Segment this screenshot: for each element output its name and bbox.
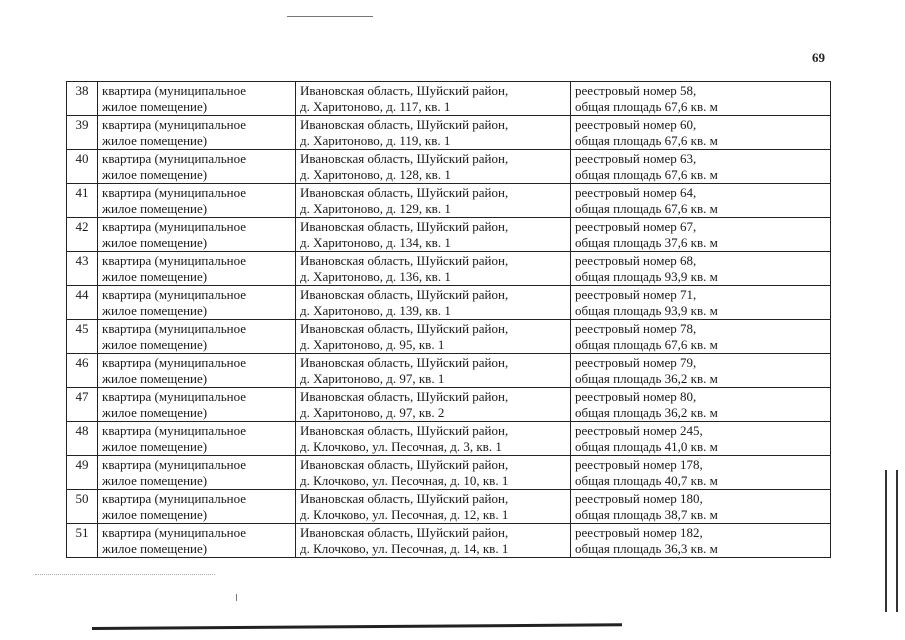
row-number: 46 <box>67 354 98 388</box>
object-type-line-2: жилое помещение) <box>102 99 208 114</box>
object-address <box>296 82 571 116</box>
address-line-1: Ивановская область, Шуйский район, <box>300 253 509 268</box>
object-type-line-2: жилое помещение) <box>102 201 208 216</box>
row-number: 38 <box>67 82 98 116</box>
row-number: 43 <box>67 252 98 286</box>
object-details <box>571 82 831 116</box>
object-type <box>98 82 296 116</box>
address-line-2: д. Харитоново, д. 95, кв. 1 <box>300 337 445 352</box>
total-area: общая площадь 67,6 кв. м <box>575 337 718 352</box>
object-type-line-2: жилое помещение) <box>102 541 208 556</box>
row-number: 44 <box>67 286 98 320</box>
object-type-line-2: жилое помещение) <box>102 269 208 284</box>
registry-number: реестровый номер 60, <box>575 117 697 132</box>
total-area: общая площадь 36,2 кв. м <box>575 405 718 420</box>
total-area: общая площадь 67,6 кв. м <box>575 201 718 216</box>
address-line-1: Ивановская область, Шуйский район, <box>300 185 509 200</box>
object-type-line-2: жилое помещение) <box>102 405 208 420</box>
table-row <box>67 354 831 388</box>
object-type <box>98 184 296 218</box>
address-line-2: д. Харитоново, д. 134, кв. 1 <box>300 235 451 250</box>
object-type-line-1: квартира (муниципальное <box>102 389 247 404</box>
registry-number: реестровый номер 71, <box>575 287 697 302</box>
object-details <box>571 252 831 286</box>
object-type-line-2: жилое помещение) <box>102 337 208 352</box>
object-type <box>98 524 296 558</box>
row-number: 42 <box>67 218 98 252</box>
object-details <box>571 490 831 524</box>
object-type-line-1: квартира (муниципальное <box>102 151 247 166</box>
total-area: общая площадь 67,6 кв. м <box>575 133 718 148</box>
object-type <box>98 320 296 354</box>
scan-edge-bar-right <box>896 470 898 612</box>
registry-number: реестровый номер 63, <box>575 151 697 166</box>
object-type <box>98 116 296 150</box>
object-details <box>571 184 831 218</box>
object-type-line-1: квартира (муниципальное <box>102 423 247 438</box>
object-details <box>571 456 831 490</box>
scan-bottom-edge <box>92 623 622 630</box>
table-row <box>67 320 831 354</box>
table-row <box>67 184 831 218</box>
address-line-2: д. Харитоново, д. 97, кв. 1 <box>300 371 445 386</box>
object-type-line-2: жилое помещение) <box>102 133 208 148</box>
address-line-2: д. Клочково, ул. Песочная, д. 12, кв. 1 <box>300 507 509 522</box>
registry-number: реестровый номер 64, <box>575 185 697 200</box>
registry-number: реестровый номер 178, <box>575 457 703 472</box>
table-row <box>67 82 831 116</box>
registry-number: реестровый номер 68, <box>575 253 697 268</box>
address-line-1: Ивановская область, Шуйский район, <box>300 219 509 234</box>
row-number: 49 <box>67 456 98 490</box>
address-line-2: д. Харитоново, д. 136, кв. 1 <box>300 269 451 284</box>
address-line-2: д. Клочково, ул. Песочная, д. 14, кв. 1 <box>300 541 509 556</box>
object-type-line-2: жилое помещение) <box>102 167 208 182</box>
total-area: общая площадь 40,7 кв. м <box>575 473 718 488</box>
object-address <box>296 524 571 558</box>
address-line-2: д. Харитоново, д. 128, кв. 1 <box>300 167 451 182</box>
object-type <box>98 252 296 286</box>
property-registry-table <box>66 81 831 558</box>
page-number: 69 <box>812 50 825 65</box>
address-line-1: Ивановская область, Шуйский район, <box>300 117 509 132</box>
table-row <box>67 524 831 558</box>
scan-artifact-tick <box>236 594 237 601</box>
total-area: общая площадь 67,6 кв. м <box>575 99 718 114</box>
object-type-line-1: квартира (муниципальное <box>102 83 247 98</box>
row-number: 39 <box>67 116 98 150</box>
object-details <box>571 150 831 184</box>
total-area: общая площадь 41,0 кв. м <box>575 439 718 454</box>
row-number: 51 <box>67 524 98 558</box>
object-address <box>296 388 571 422</box>
total-area: общая площадь 37,6 кв. м <box>575 235 718 250</box>
object-type <box>98 422 296 456</box>
total-area: общая площадь 36,2 кв. м <box>575 371 718 386</box>
object-type-line-1: квартира (муниципальное <box>102 491 247 506</box>
address-line-1: Ивановская область, Шуйский район, <box>300 151 509 166</box>
object-details <box>571 422 831 456</box>
object-type-line-1: квартира (муниципальное <box>102 185 247 200</box>
row-number: 47 <box>67 388 98 422</box>
row-number: 50 <box>67 490 98 524</box>
object-details <box>571 524 831 558</box>
row-number: 41 <box>67 184 98 218</box>
object-address <box>296 490 571 524</box>
object-type-line-2: жилое помещение) <box>102 507 208 522</box>
registry-number: реестровый номер 67, <box>575 219 697 234</box>
total-area: общая площадь 36,3 кв. м <box>575 541 718 556</box>
scan-artifact-dots <box>35 574 215 575</box>
address-line-1: Ивановская область, Шуйский район, <box>300 287 509 302</box>
total-area: общая площадь 93,9 кв. м <box>575 269 718 284</box>
object-type <box>98 286 296 320</box>
object-address <box>296 286 571 320</box>
top-scan-rule <box>287 16 373 17</box>
object-type-line-1: квартира (муниципальное <box>102 525 247 540</box>
object-type-line-2: жилое помещение) <box>102 473 208 488</box>
object-address <box>296 218 571 252</box>
address-line-2: д. Клочково, ул. Песочная, д. 10, кв. 1 <box>300 473 509 488</box>
object-address <box>296 252 571 286</box>
registry-number: реестровый номер 182, <box>575 525 703 540</box>
table-row <box>67 218 831 252</box>
address-line-2: д. Харитоново, д. 139, кв. 1 <box>300 303 451 318</box>
object-address <box>296 116 571 150</box>
address-line-1: Ивановская область, Шуйский район, <box>300 355 509 370</box>
address-line-1: Ивановская область, Шуйский район, <box>300 491 509 506</box>
table-row <box>67 388 831 422</box>
address-line-2: д. Клочково, ул. Песочная, д. 3, кв. 1 <box>300 439 502 454</box>
object-type-line-2: жилое помещение) <box>102 371 208 386</box>
object-type-line-1: квартира (муниципальное <box>102 355 247 370</box>
object-type <box>98 388 296 422</box>
registry-number: реестровый номер 180, <box>575 491 703 506</box>
table-row <box>67 252 831 286</box>
address-line-2: д. Харитоново, д. 119, кв. 1 <box>300 133 451 148</box>
object-type-line-1: квартира (муниципальное <box>102 321 247 336</box>
address-line-2: д. Харитоново, д. 117, кв. 1 <box>300 99 451 114</box>
address-line-1: Ивановская область, Шуйский район, <box>300 321 509 336</box>
table-row <box>67 490 831 524</box>
object-type-line-2: жилое помещение) <box>102 235 208 250</box>
object-address <box>296 184 571 218</box>
total-area: общая площадь 67,6 кв. м <box>575 167 718 182</box>
object-details <box>571 320 831 354</box>
registry-number: реестровый номер 78, <box>575 321 697 336</box>
object-details <box>571 388 831 422</box>
address-line-1: Ивановская область, Шуйский район, <box>300 83 509 98</box>
registry-number: реестровый номер 79, <box>575 355 697 370</box>
object-type-line-1: квартира (муниципальное <box>102 117 247 132</box>
address-line-1: Ивановская область, Шуйский район, <box>300 389 509 404</box>
address-line-1: Ивановская область, Шуйский район, <box>300 423 509 438</box>
address-line-2: д. Харитоново, д. 97, кв. 2 <box>300 405 445 420</box>
object-type-line-1: квартира (муниципальное <box>102 457 247 472</box>
scan-edge-bar-left <box>885 470 887 612</box>
object-type-line-2: жилое помещение) <box>102 439 208 454</box>
total-area: общая площадь 93,9 кв. м <box>575 303 718 318</box>
object-address <box>296 354 571 388</box>
object-type-line-1: квартира (муниципальное <box>102 287 247 302</box>
object-type-line-2: жилое помещение) <box>102 303 208 318</box>
address-line-2: д. Харитоново, д. 129, кв. 1 <box>300 201 451 216</box>
object-type <box>98 218 296 252</box>
object-details <box>571 116 831 150</box>
registry-number: реестровый номер 80, <box>575 389 697 404</box>
object-details <box>571 354 831 388</box>
object-details <box>571 286 831 320</box>
row-number: 45 <box>67 320 98 354</box>
table-row <box>67 422 831 456</box>
address-line-1: Ивановская область, Шуйский район, <box>300 457 509 472</box>
object-address <box>296 150 571 184</box>
object-details <box>571 218 831 252</box>
object-type <box>98 456 296 490</box>
object-type-line-1: квартира (муниципальное <box>102 253 247 268</box>
registry-number: реестровый номер 245, <box>575 423 703 438</box>
object-address <box>296 320 571 354</box>
object-type <box>98 150 296 184</box>
row-number: 48 <box>67 422 98 456</box>
table-row <box>67 286 831 320</box>
object-address <box>296 456 571 490</box>
total-area: общая площадь 38,7 кв. м <box>575 507 718 522</box>
table-row <box>67 456 831 490</box>
table-row <box>67 116 831 150</box>
registry-number: реестровый номер 58, <box>575 83 697 98</box>
object-type <box>98 354 296 388</box>
object-address <box>296 422 571 456</box>
table-row <box>67 150 831 184</box>
address-line-1: Ивановская область, Шуйский район, <box>300 525 509 540</box>
row-number: 40 <box>67 150 98 184</box>
object-type <box>98 490 296 524</box>
object-type-line-1: квартира (муниципальное <box>102 219 247 234</box>
